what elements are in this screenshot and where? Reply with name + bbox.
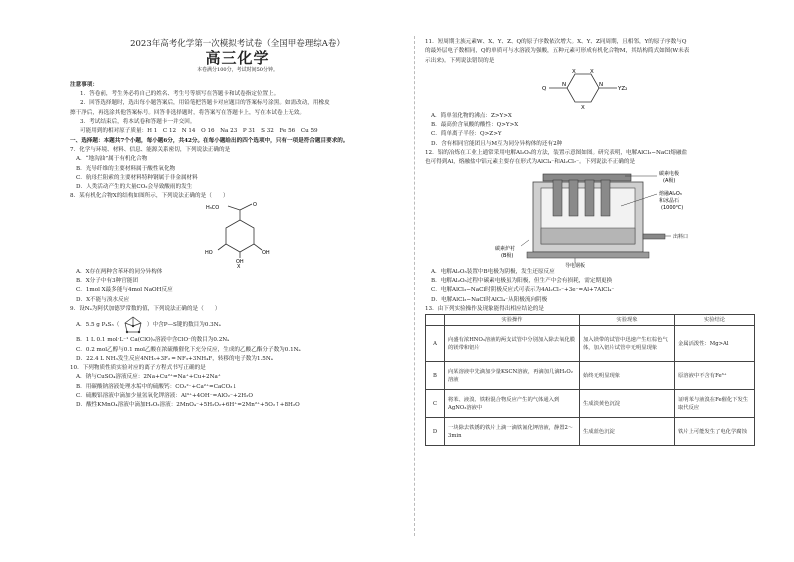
q9-option-b: B．1 L 0.1 mol·L⁻¹ Ca(ClO)₂溶液中含ClO⁻的数目为0.2Nₐ — [76, 337, 230, 344]
cathode-label: 碳素炉衬 — [495, 245, 516, 252]
row-operation: 向某溶液中先滴加少量KSCN溶液，再滴加几滴H₂O₂溶液 — [445, 362, 580, 390]
notice-heading: 注意事项： — [70, 81, 98, 88]
q7-option-a: A．“地沟油”属于有机化合物 — [76, 156, 148, 163]
melt-label: 熔融Al₂O₃ — [659, 190, 682, 197]
q11-line: 11．短周期主族元素W、X、Y、Z、Q的原子序数依次增大。X、Y、Z同周期，且相邻，Y的原子序数与Q — [425, 39, 687, 45]
row-phenomenon: 始终无明显现象 — [580, 362, 675, 390]
q9-option-d: D．22.4 L NH₃发生反应4NH₃+3F₂ ═ NF₃+3NH₄F，转移的电子数为1.5Nₐ — [76, 355, 273, 362]
q8-label: OH — [236, 258, 244, 265]
q11-option-d: D．含有相同官能团且与M互为同分异构体的还有2种 — [431, 140, 563, 147]
row-operation: 一块除去铁锈的铁片上滴一滴铁氰化钾溶液，静置2～3min — [445, 418, 580, 446]
row-phenomenon: 生成蓝色沉淀 — [580, 418, 675, 446]
p4s3-structure-icon — [121, 315, 145, 335]
q12-line: 12．铝的冶炼在工业上通常采用电解Al₂O₃的方法，装置示意图如图。研究表明，电解AlCl₃−NaCl熔融盐 — [425, 150, 688, 157]
q11-option-c: C．简单离子半径：Q>Z>Y — [431, 131, 502, 138]
anode-label: 碳素电极 — [659, 170, 680, 177]
q11-molecule-diagram — [425, 66, 755, 112]
steel-bar-label: 导电钢板 — [565, 262, 586, 268]
row-phenomenon: 加入镁带的试管中迅速产生红棕色气体，加入铝片试管中无明显现象 — [580, 326, 675, 362]
row-phenomenon: 生成淡黄色沉淀 — [580, 390, 675, 418]
exam-title: 2023年高考化学第一次模拟考试卷（全国甲卷理综A卷） — [130, 39, 345, 49]
q11-label: X — [590, 68, 594, 75]
q9-option-a — [70, 314, 405, 336]
anode-sub-label: (A极) — [663, 177, 676, 184]
notice-item: 1．答卷前，考生务必将自己的姓名、考生号等填写在答题卡和试卷指定位置上。 — [80, 91, 280, 98]
table-row — [426, 418, 755, 446]
table-header: 实验操作 — [445, 315, 580, 326]
q8-option-c: C．1mol X最多能与4mol NaOH反应 — [76, 287, 173, 294]
outlet-label: 出料口 — [673, 233, 689, 240]
melt-label: 和冰晶石 — [659, 197, 680, 204]
q11-option-b: B．最高价含氧酸的酸性：Q>Y>X — [431, 122, 519, 129]
electrolysis-cell-diagram — [425, 168, 755, 268]
q7-option-b: B．光导纤维的主要材料属于酸性氧化物 — [76, 165, 176, 172]
left-column — [70, 32, 405, 411]
q10-stem: 10．下列物质性质实验对应的离子方程式书写正确的是 — [70, 365, 206, 372]
table-header-row — [426, 315, 755, 326]
table-row — [426, 326, 755, 362]
q8-molecule-diagram — [70, 202, 405, 268]
q11-label: YZ₂ — [618, 85, 628, 92]
q9-stem: 9．设Nₐ为阿伏加德罗常数的值，下列说法正确的是（ ） — [70, 305, 221, 312]
q8-label: O — [253, 201, 257, 208]
q13-table — [425, 314, 755, 446]
q12-electrolysis-figure — [425, 168, 755, 268]
q11-label: Q — [542, 85, 547, 92]
table-row — [426, 390, 755, 418]
q11-label: X — [581, 104, 585, 111]
q12-line: 也可得到Al，熔融盐中铝元素主要存在形式为AlCl₄⁻和Al₂Cl₇⁻。下列说法不正确的是 — [425, 159, 636, 166]
q11-option-a: A．简单氢化物的沸点：Z>Y>X — [431, 112, 512, 119]
q12-option-a: A．电解Al₂O₃装置中B电极为阴极，发生还原反应 — [431, 268, 555, 275]
notice-item: 3．考试结束后，将本试卷和答题卡一并交回。 — [80, 119, 196, 126]
row-label: C — [426, 390, 445, 418]
q10-option-a: A．钠与CuSO₄溶液反应：2Na+Cu²⁺=Na⁺+Cu+2Na⁺ — [76, 374, 221, 381]
q12-option-b: B．电解Al₂O₃过程中碳素电极虽为阳极，但生产中会有损耗，需定期更换 — [431, 277, 613, 284]
q10-option-b: B．用碳酸钠溶液处理水垢中的硫酸钙：CO₃²⁻+Ca²⁺=CaCO₃↓ — [76, 383, 238, 390]
q11-label: N — [562, 81, 567, 88]
row-conclusion: 金属活泼性：Mg>Al — [675, 326, 755, 362]
q8-stem: 8．某有机化合物X的结构如图所示，下列说法正确的是（ ） — [70, 193, 229, 200]
score-info: 本卷满分100分，考试时间50分钟。 — [197, 66, 278, 73]
q12-option-c: C．电解AlCl₃−NaCl时阴极反应式可表示为4Al₂Cl₇⁻+3e⁻=Al+7AlCl₄⁻ — [431, 287, 615, 294]
notice-item: 2．回答选择题时，选出每小题答案后，用铅笔把答题卡对应题目的答案标号涂黑。如需改动，用橡皮 — [80, 100, 330, 107]
q8-label: X — [237, 263, 241, 268]
q9-option-a-post: ）中含P—S键的数目为0.3Nₐ — [146, 322, 221, 329]
table-row — [426, 362, 755, 390]
section-heading: 一、选择题：本题共7个小题，每小题6分，共42分。在每小题给出的四个选项中，只有一项是符合题目要求的。 — [70, 137, 349, 144]
q8-option-b: B．X分子中有3种官能团 — [76, 278, 138, 285]
q8-option-a: A．X存在两种含苯环的同分异构体 — [76, 268, 163, 275]
q7-option-c: C．航母拦阻索的主要材料特种钢属于非金属材料 — [76, 174, 198, 181]
table-header: 实验结论 — [675, 315, 755, 326]
row-label: B — [426, 362, 445, 390]
subject-title: 高三化学 — [205, 49, 270, 68]
table-header — [426, 315, 445, 326]
right-column — [425, 38, 755, 446]
table-header: 实验现象 — [580, 315, 675, 326]
column-divider — [414, 36, 415, 536]
q9-option-a-pre: A．5.5 g P₄S₃（ — [76, 322, 120, 329]
q8-label: H₃CO — [206, 204, 220, 211]
q7-stem: 7．化学与环境、材料、信息、能源关系密切，下列说法正确的是 — [70, 146, 231, 153]
row-operation: 向盛有浓HNO₃溶液的两支试管中分别加入除去氧化膜的镁带和铝片 — [445, 326, 580, 362]
q8-label: OH — [262, 249, 270, 256]
q11-line: 的最外层电子数相同，Q的单质可与水溶液为强酸，五种元素可形成有机化合物M，其结构简式如图(W未表 — [425, 48, 690, 55]
q9-option-c: C．0.2 mol乙醇与0.1 mol乙酸在浓硫酸催化下充分反应，生成的乙酸乙酯分子数为0.1Nₐ — [76, 346, 301, 353]
row-conclusion: 铁片上可能发生了电化学腐蚀 — [675, 418, 755, 446]
row-conclusion: 证明苯与液溴在Fe催化下发生取代反应 — [675, 390, 755, 418]
q8-structure — [70, 202, 405, 268]
q13-stem: 13．由下列实验操作及现象能得出相应结论的是 — [425, 305, 544, 312]
atomic-mass-line: 可能用到的相对原子质量：H 1 C 12 N 14 O 16 Na 23 P 31 S 32 Fe 56 Cu 59 — [80, 128, 318, 135]
q11-label: N — [599, 81, 604, 88]
q10-option-c: C．硫酸铝溶液中滴加少量氢氧化钾溶液：Al³⁺+4OH⁻=AlO₂⁻+2H₂O — [76, 393, 253, 400]
q7-option-d: D．人类活动产生的大量CO₂会导致酸雨的发生 — [76, 184, 193, 191]
notice-item: 擦干净后，再选涂其他答案标号。回答非选择题时，将答案写在答题卡上，写在本试卷上无效。 — [70, 109, 305, 116]
q8-option-d: D．X不能与溴水反应 — [76, 296, 130, 303]
q12-option-d: D．电解AlCl₃−NaCl时AlCl₄⁻从阳极流向阴极 — [431, 296, 548, 303]
temperature-label: (1000℃) — [661, 204, 684, 211]
q11-label: X — [572, 68, 576, 75]
row-label: A — [426, 326, 445, 362]
q10-option-d: D．酸性KMnO₄溶液中滴加H₂O₂溶液：2MnO₄⁻+5H₂O₂+6H⁺=2Mn²⁺+5O₂↑+8H₂O — [76, 402, 300, 409]
row-conclusion: 原溶液中不含有Fe³⁺ — [675, 362, 755, 390]
cathode-sub-label: (B极) — [501, 252, 514, 259]
q11-line: 示出来)。下列说法错误的是 — [425, 57, 495, 64]
q11-structure — [425, 66, 755, 112]
row-operation: 将苯、液溴、铁粉混合物反应产生的气体通入到AgNO₃溶液中 — [445, 390, 580, 418]
row-label: D — [426, 418, 445, 446]
q8-label: HO — [205, 249, 213, 256]
